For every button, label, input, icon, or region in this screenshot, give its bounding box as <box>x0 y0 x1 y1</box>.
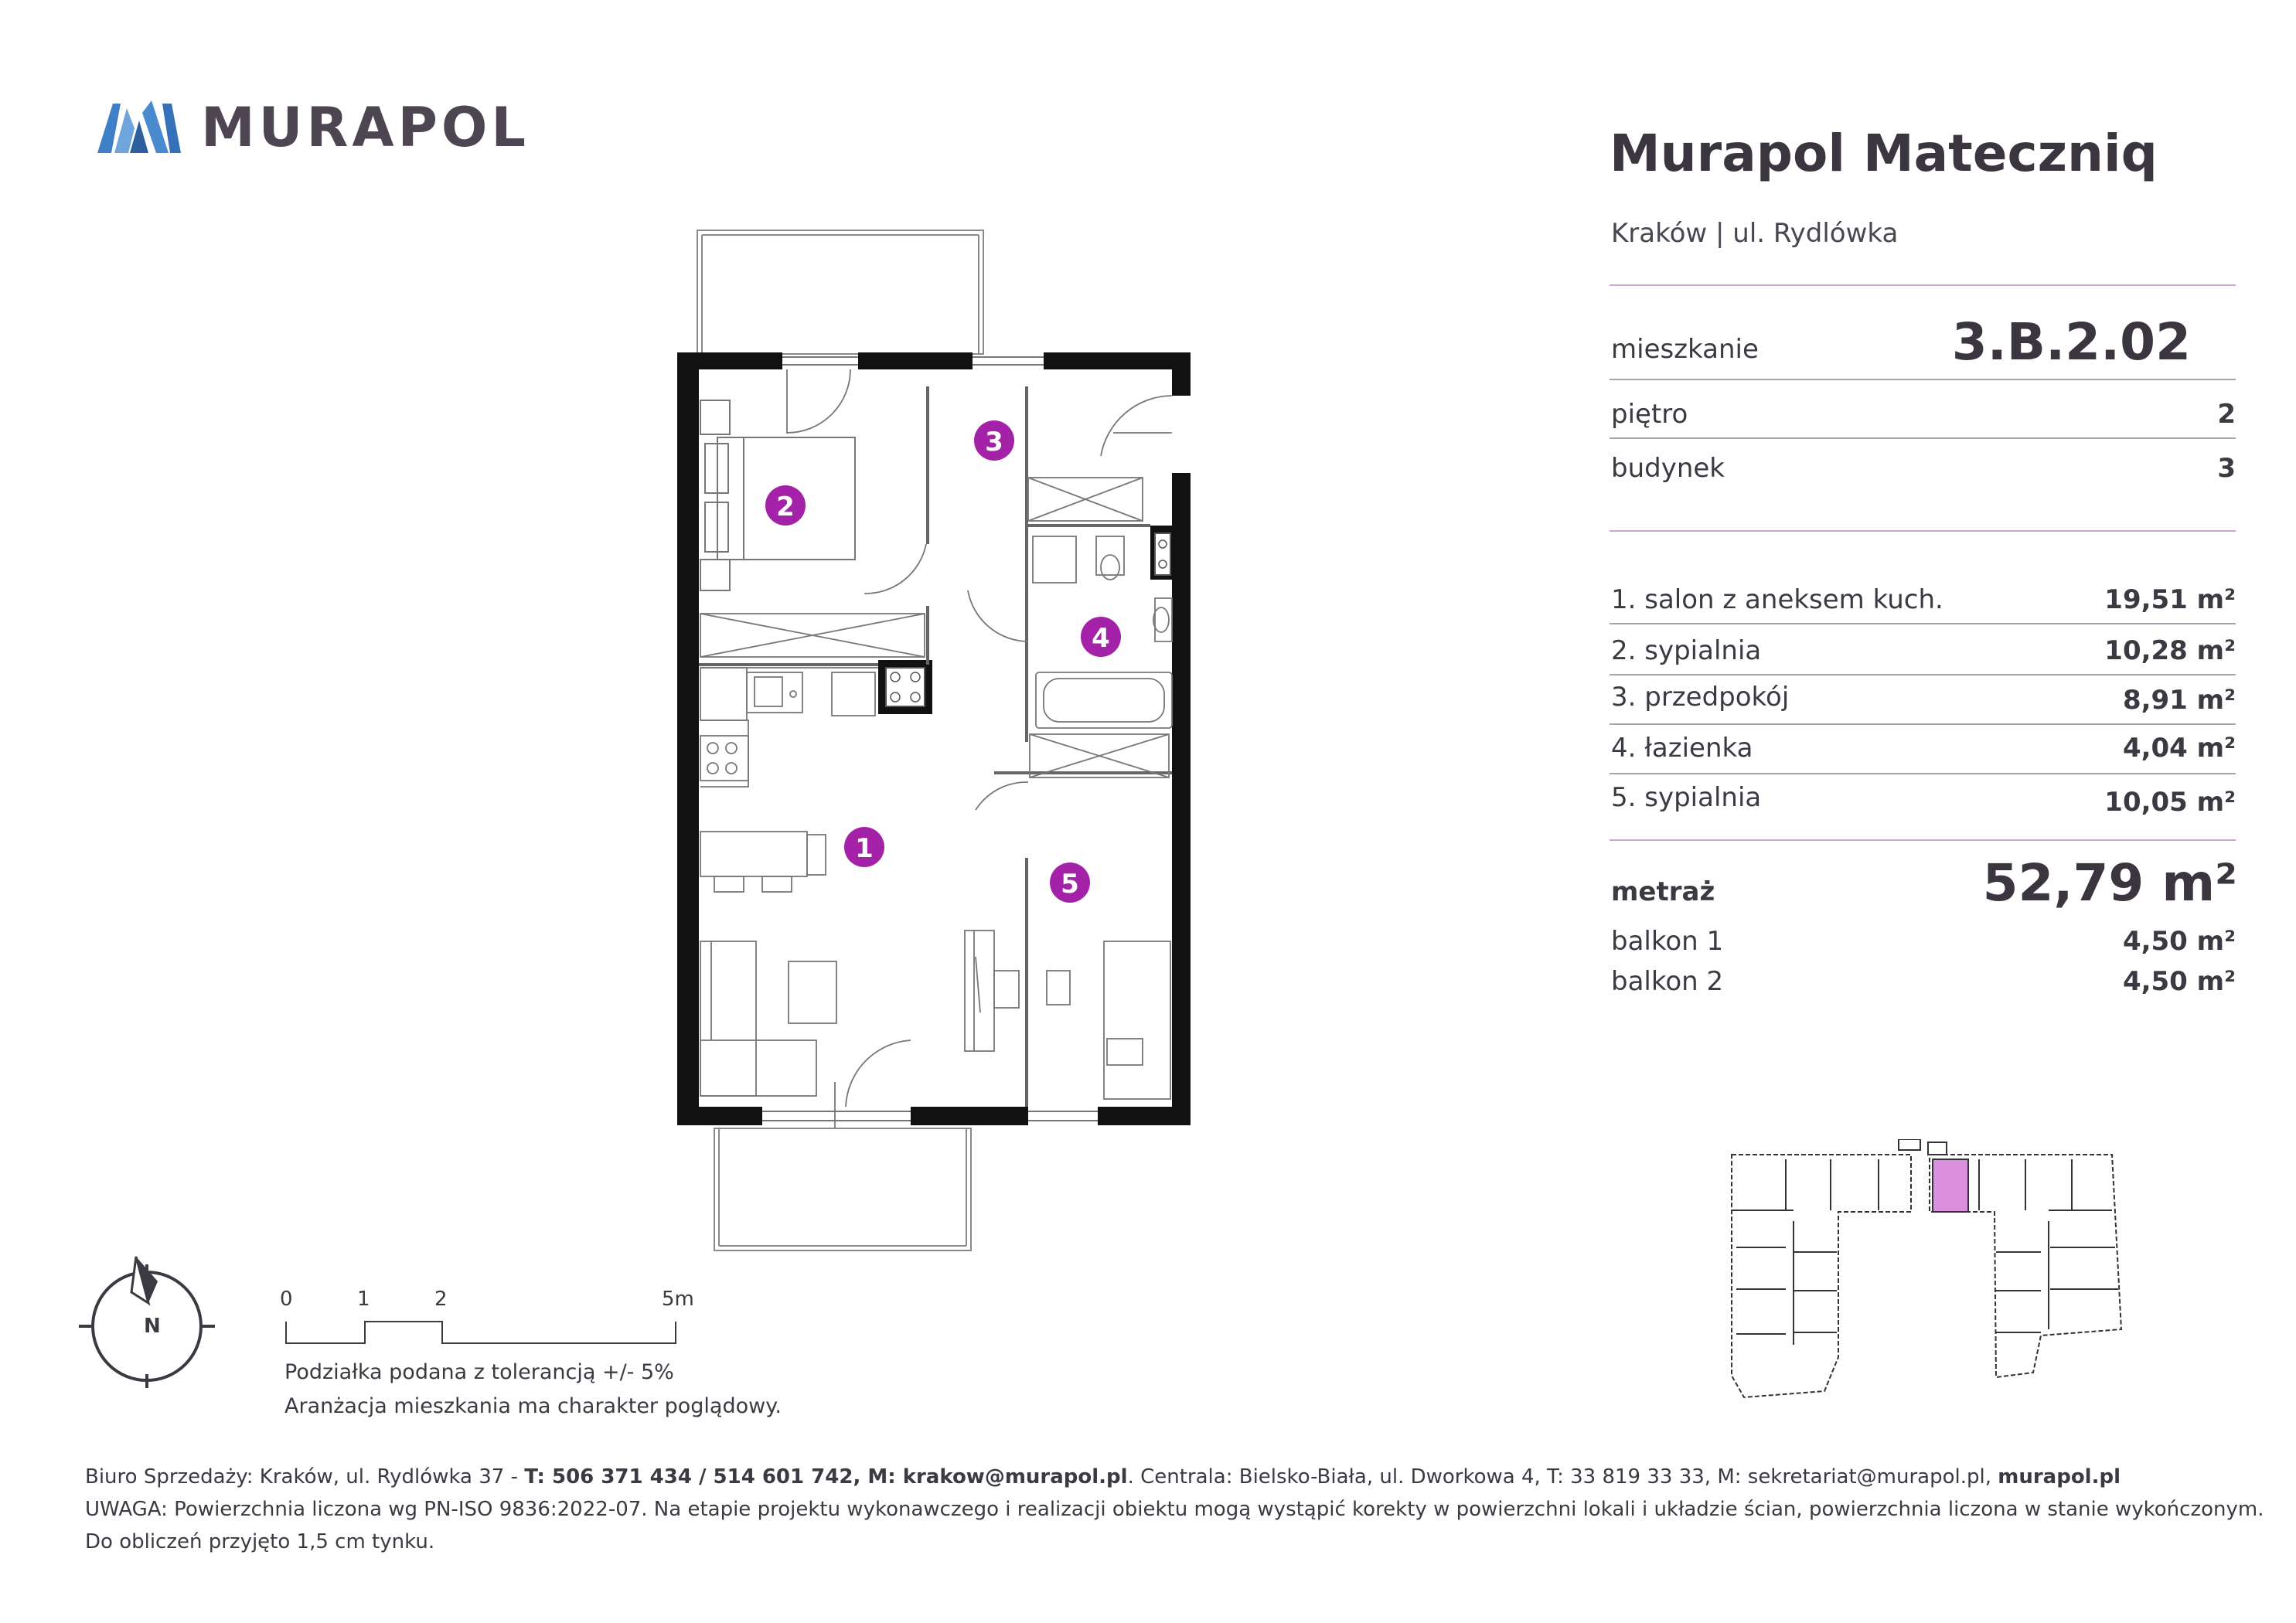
scale-tick-1: 1 <box>357 1288 370 1311</box>
balcony-1-area: 4,50 m² <box>2122 926 2236 957</box>
floor-label: piętro <box>1611 399 1688 430</box>
divider <box>1610 623 2236 624</box>
apartment-highlight <box>1933 1159 1968 1212</box>
room-marker-5-label: 5 <box>1061 869 1079 900</box>
apartment-number: 3.B.2.02 <box>1951 312 2191 372</box>
project-title: Murapol Mateczniq <box>1610 124 2158 183</box>
scale-tick-2: 2 <box>434 1288 448 1311</box>
building-label: budynek <box>1611 453 1725 484</box>
scale-bar <box>284 1318 679 1349</box>
divider <box>1610 723 2236 725</box>
project-address: Kraków | ul. Rydlówka <box>1611 218 1899 249</box>
building-key-plan <box>1718 1139 2135 1410</box>
room-area-4: 4,04 m² <box>2122 733 2236 764</box>
room-marker-3-label: 3 <box>985 427 1003 458</box>
floor-value: 2 <box>2217 399 2236 430</box>
footer-website: murapol.pl <box>1998 1465 2121 1489</box>
balcony-2-label: balkon 2 <box>1611 966 1724 997</box>
floor-plan <box>665 224 1221 1275</box>
scale-tick-0: 0 <box>280 1288 293 1311</box>
room-marker-2 <box>765 485 806 526</box>
room-marker-2-label: 2 <box>776 492 795 522</box>
footer-sales-contact: T: 506 371 434 / 514 601 742, M: krakow@murapol.pl <box>524 1465 1128 1489</box>
balcony-top <box>697 230 983 354</box>
room-marker-1-label: 1 <box>855 833 874 864</box>
total-area-value: 52,79 m² <box>1982 853 2237 913</box>
footer-contact <box>85 1465 2121 1489</box>
divider <box>1610 284 2236 286</box>
room-label-1: 1. salon z aneksem kuch. <box>1611 584 1943 615</box>
divider <box>1610 437 2236 439</box>
divider <box>1610 530 2236 532</box>
footer-headquarters: . Centrala: Bielsko-Biała, ul. Dworkowa 4, T: 33 819 33 33, M: sekretariat@murapol.pl, <box>1127 1465 1998 1489</box>
compass-letter: N <box>144 1315 161 1338</box>
room-area-2: 10,28 m² <box>2104 635 2236 666</box>
room-label-5: 5. sypialnia <box>1611 782 1762 813</box>
room-area-3: 8,91 m² <box>2122 685 2236 716</box>
divider <box>1610 773 2236 774</box>
logo-wordmark: MURAPOL <box>201 96 530 159</box>
room-label-4: 4. łazienka <box>1611 733 1753 764</box>
balcony-1-label: balkon 1 <box>1611 926 1724 957</box>
room-label-2: 2. sypialnia <box>1611 635 1762 666</box>
scale-note: Podziałka podana z tolerancją +/- 5% <box>284 1360 674 1384</box>
total-area-label: metraż <box>1611 876 1715 907</box>
logo-mark-icon <box>94 97 187 156</box>
room-area-5: 10,05 m² <box>2104 787 2236 818</box>
compass-icon <box>71 1250 226 1397</box>
room-label-3: 3. przedpokój <box>1611 682 1790 713</box>
building-value: 3 <box>2217 453 2236 484</box>
footer-disclaimer: UWAGA: Powierzchnia liczona wg PN-ISO 9836:2022-07. Na etapie projektu wykonawczego i realizacji obiektu mogą wystąpić korekty w powierzchni lokali i układzie ścian, powierzchnia liczona w stanie wykończonym. <box>85 1498 2264 1521</box>
footer-sales-office: Biuro Sprzedaży: Kraków, ul. Rydlówka 37 - <box>85 1465 525 1489</box>
room-marker-1 <box>844 827 884 867</box>
room-marker-3 <box>974 420 1014 461</box>
room-marker-5 <box>1050 863 1090 903</box>
brand-logo <box>94 93 530 162</box>
scale-tick-5m: 5m <box>662 1288 694 1311</box>
room-area-1: 19,51 m² <box>2104 584 2236 615</box>
divider <box>1610 839 2236 841</box>
room-marker-4-label: 4 <box>1092 623 1110 654</box>
footer-plaster-note: Do obliczeń przyjęto 1,5 cm tynku. <box>85 1530 435 1553</box>
divider <box>1610 379 2236 380</box>
balcony-bottom <box>714 1128 971 1250</box>
room-marker-4 <box>1081 617 1121 657</box>
balcony-2-area: 4,50 m² <box>2122 966 2236 997</box>
divider <box>1610 674 2236 675</box>
arrangement-note: Aranżacja mieszkania ma charakter poglądowy. <box>284 1394 782 1418</box>
apartment-label: mieszkanie <box>1611 334 1759 365</box>
